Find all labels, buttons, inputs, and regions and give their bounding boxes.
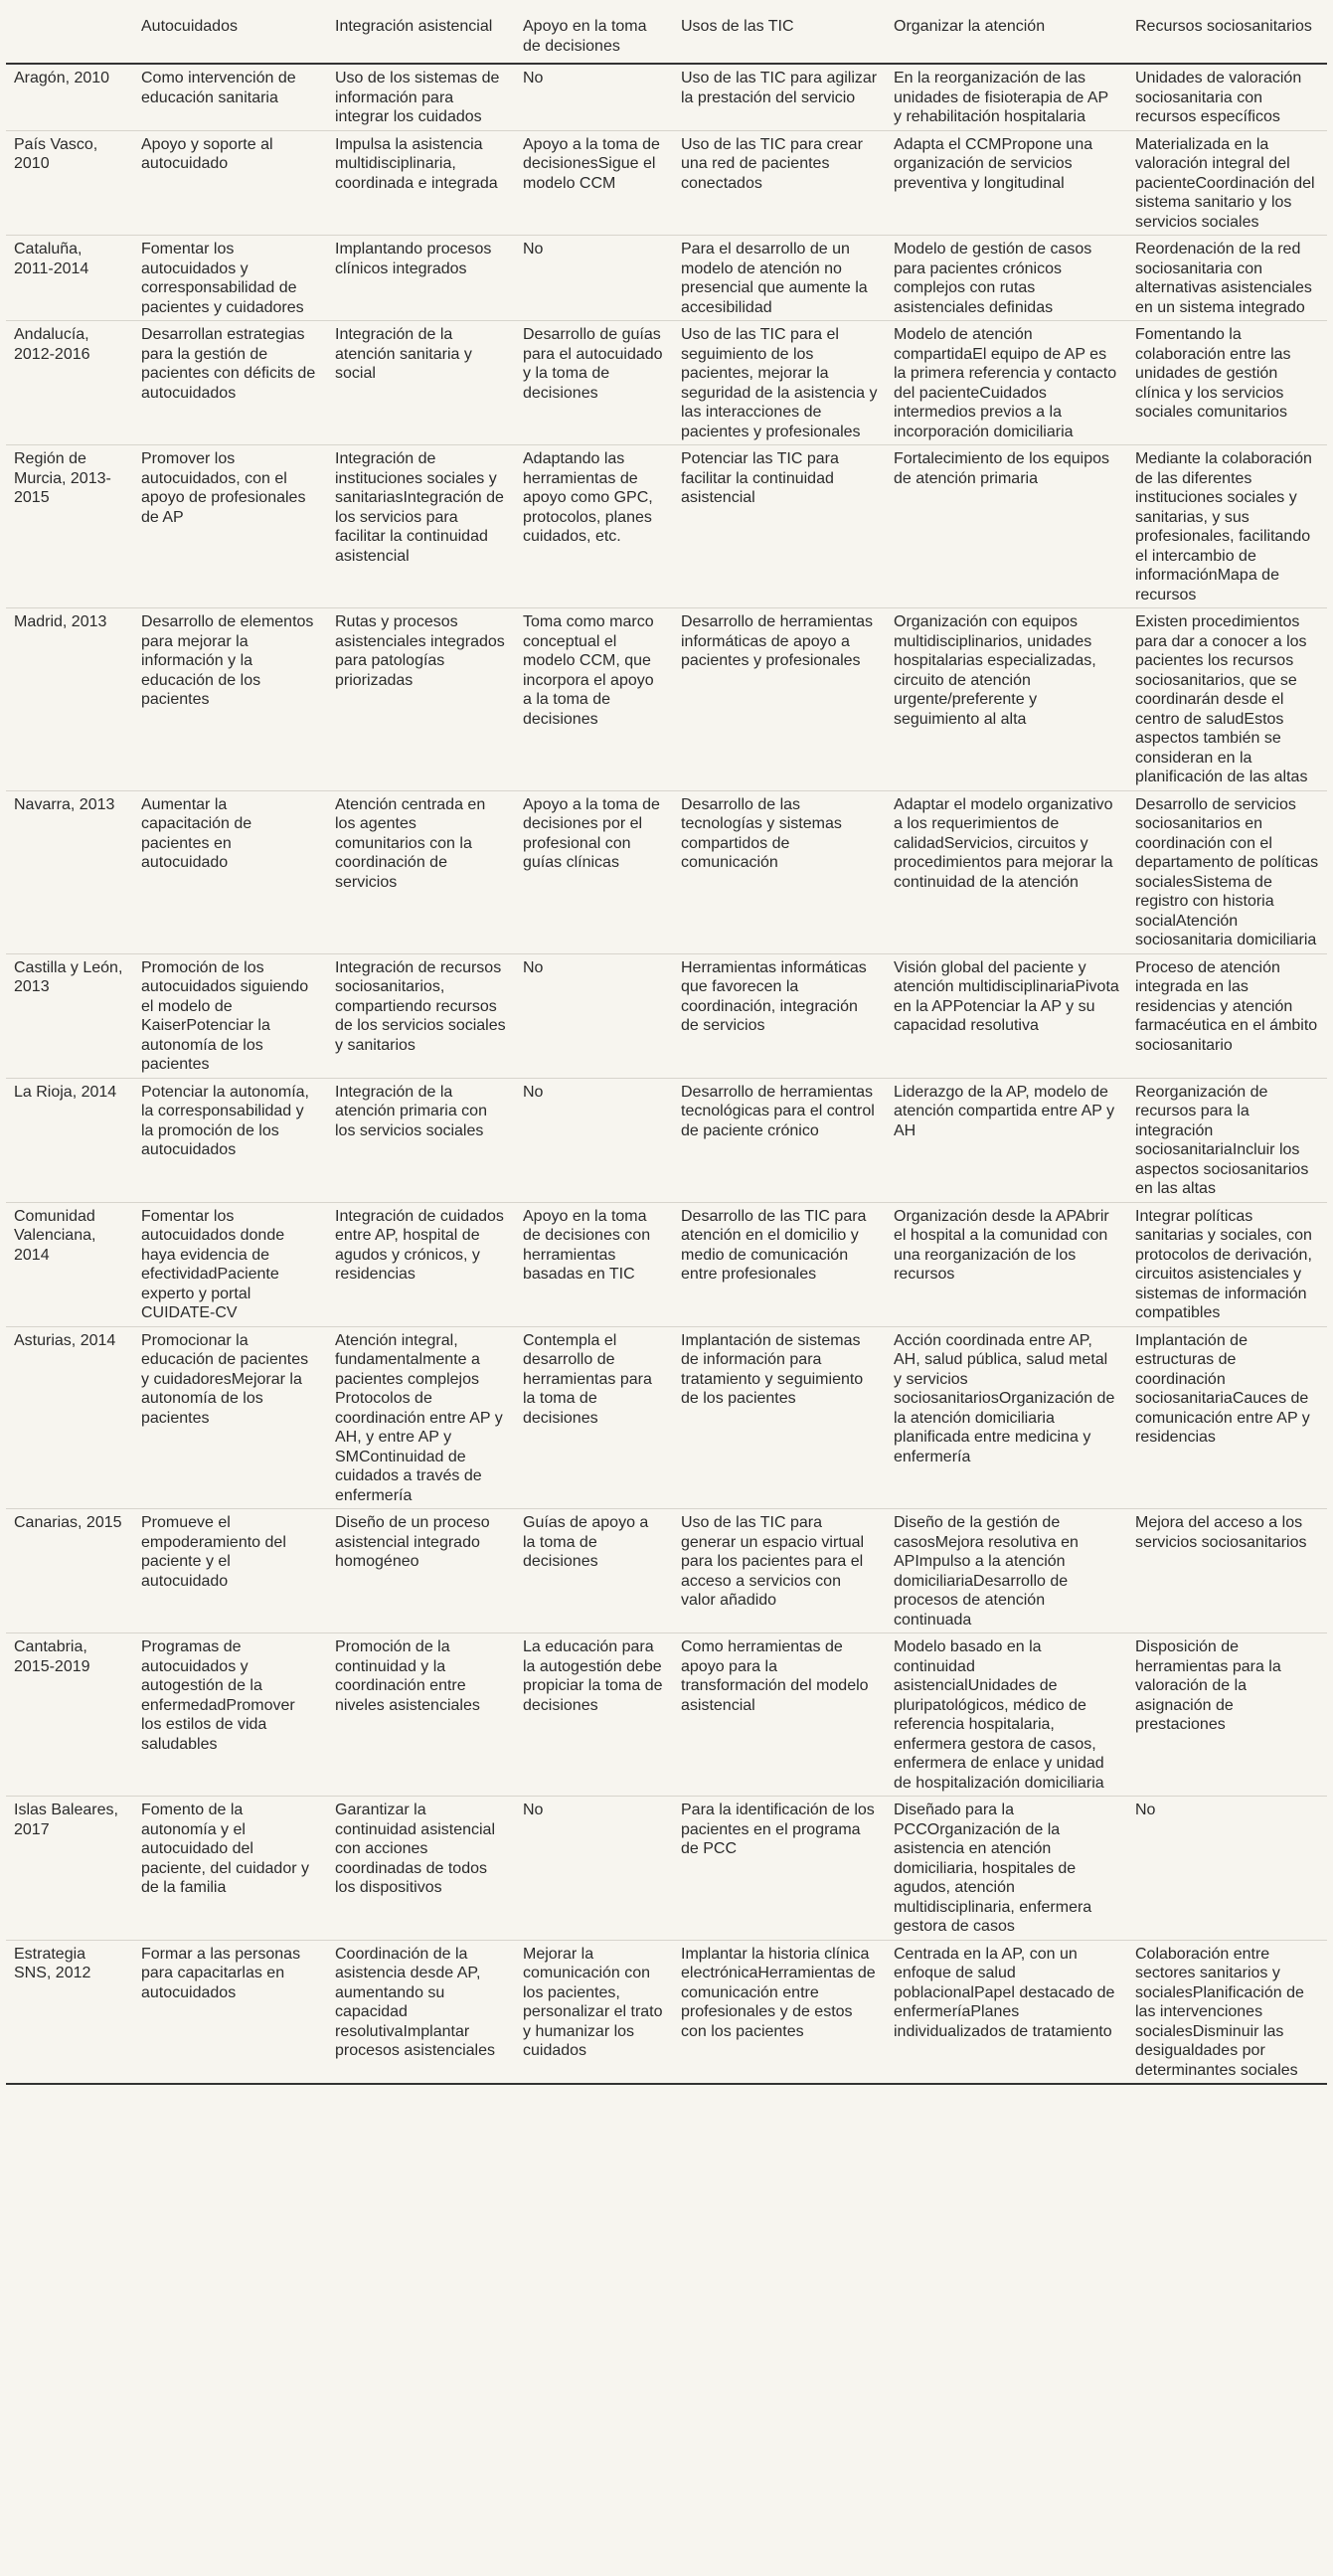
recursos-cell: Colaboración entre sectores sanitarios y socialesPlanificación de las intervenciones socialesDisminuir las desigualdades por determinantes sociales [1127, 1940, 1327, 2084]
region-cell: Cantabria, 2015-2019 [6, 1633, 133, 1797]
region-cell: Andalucía, 2012-2016 [6, 321, 133, 445]
recursos-cell: Fomentando la colaboración entre las unidades de gestión clínica y los servicios sociales comunitarios [1127, 321, 1327, 445]
decisiones-cell: Apoyo a la toma de decisiones por el profesional con guías clínicas [515, 790, 673, 953]
autocuidados-cell: Desarrollo de elementos para mejorar la información y la educación de los pacientes [133, 608, 327, 791]
decisiones-cell: Guías de apoyo a la toma de decisiones [515, 1509, 673, 1633]
table-row [6, 321, 1327, 445]
organizar-cell: Adapta el CCMPropone una organización de servicios preventiva y longitudinal [886, 130, 1127, 236]
tic-cell: Implantar la historia clínica electrónicaHerramientas de comunicación entre profesionales y de estos con los pacientes [673, 1940, 886, 2084]
table-row [6, 790, 1327, 953]
tic-cell: Como herramientas de apoyo para la transformación del modelo asistencial [673, 1633, 886, 1797]
table-row [6, 64, 1327, 130]
region-cell: País Vasco, 2010 [6, 130, 133, 236]
integracion-cell: Diseño de un proceso asistencial integrado homogéneo [327, 1509, 515, 1633]
table-row [6, 953, 1327, 1078]
autocuidados-cell: Promover los autocuidados, con el apoyo de profesionales de AP [133, 445, 327, 608]
autocuidados-cell: Aumentar la capacitación de pacientes en autocuidado [133, 790, 327, 953]
recursos-cell: Mediante la colaboración de las diferentes instituciones sociales y sanitarias, y sus profesionales, facilitando el intercambio de informaciónMapa de recursos [1127, 445, 1327, 608]
table-row [6, 1202, 1327, 1326]
organizar-column-header: Organizar la atención [886, 8, 1127, 64]
organizar-cell: Modelo de gestión de casos para pacientes crónicos complejos con rutas asistenciales definidas [886, 236, 1127, 321]
tic-cell: Uso de las TIC para el seguimiento de los pacientes, mejorar la seguridad de la asistencia y las interacciones de pacientes y profesionales [673, 321, 886, 445]
region-cell: Estrategia SNS, 2012 [6, 1940, 133, 2084]
organizar-cell: Visión global del paciente y atención multidisciplinariaPivota en la APPotenciar la AP y su capacidad resolutiva [886, 953, 1127, 1078]
tic-cell: Desarrollo de las tecnologías y sistemas compartidos de comunicación [673, 790, 886, 953]
recursos-cell: Reordenación de la red sociosanitaria con alternativas asistenciales en un sistema integrado [1127, 236, 1327, 321]
recursos-cell: Integrar políticas sanitarias y sociales, con protocolos de derivación, circuitos asistenciales y sistemas de información compatibles [1127, 1202, 1327, 1326]
decisiones-cell: No [523, 70, 544, 86]
integracion-cell: Garantizar la continuidad asistencial con acciones coordinadas de todos los dispositivos [327, 1797, 515, 1941]
autocuidados-cell: Programas de autocuidados y autogestión de la enfermedadPromover los estilos de vida saludables [133, 1633, 327, 1797]
tic-cell: Desarrollo de las TIC para atención en el domicilio y medio de comunicación entre profesionales [673, 1202, 886, 1326]
table-row [6, 445, 1327, 608]
region-cell: Castilla y León, 2013 [6, 953, 133, 1078]
integracion-cell: Atención centrada en los agentes comunitarios con la coordinación de servicios [327, 790, 515, 953]
organizar-cell: Liderazgo de la AP, modelo de atención compartida entre AP y AH [886, 1078, 1127, 1202]
integracion-column-header: Integración asistencial [327, 8, 515, 64]
integracion-cell: Implantando procesos clínicos integrados [327, 236, 515, 321]
integracion-cell: Integración de la atención sanitaria y social [327, 321, 515, 445]
table-row [6, 1326, 1327, 1509]
organizar-cell: Modelo de atención compartidaEl equipo de AP es la primera referencia y contacto del pacienteCuidados intermedios previos a la incorporación domiciliaria [886, 321, 1127, 445]
organizar-cell: Adaptar el modelo organizativo a los requerimientos de calidadServicios, circuitos y procedimientos para mejorar la continuidad de la atención [886, 790, 1127, 953]
autocuidados-cell: Fomento de la autonomía y el autocuidado del paciente, del cuidador y de la familia [133, 1797, 327, 1941]
autocuidados-cell: Potenciar la autonomía, la corresponsabilidad y la promoción de los autocuidados [133, 1078, 327, 1202]
table-row [6, 1078, 1327, 1202]
organizar-cell: Modelo basado en la continuidad asistencialUnidades de pluripatológicos, médico de referencia hospitalaria, enfermera gestora de casos, enfermera de enlace y unidad de hospitalización domiciliaria [886, 1633, 1127, 1797]
organizar-cell: Acción coordinada entre AP, AH, salud pública, salud metal y servicios sociosanitariosOrganización de la atención domiciliaria planificada entre medicina y enfermería [886, 1326, 1127, 1509]
tic-column-header: Usos de las TIC [673, 8, 886, 64]
autocuidados-cell: Formar a las personas para capacitarlas en autocuidados [133, 1940, 327, 2084]
decisiones-cell: No [515, 1078, 673, 1202]
region-cell: Región de Murcia, 2013-2015 [6, 445, 133, 608]
recursos-cell: Existen procedimientos para dar a conocer a los pacientes los recursos sociosanitarios, que se coordinarán desde el centro de saludEstos aspectos también se consideran en la planificación de las altas [1127, 608, 1327, 791]
decisiones-cell: No [515, 1797, 673, 1941]
decisiones-cell: Toma como marco conceptual el modelo CCM, que incorpora el apoyo a la toma de decisiones [515, 608, 673, 791]
organizar-cell: Organización con equipos multidisciplinarios, unidades hospitalarias especializadas, circuito de atención urgente/preferente y seguimiento al alta [886, 608, 1127, 791]
integracion-cell: Integración de recursos sociosanitarios, compartiendo recursos de los servicios sociales y sanitarios [327, 953, 515, 1078]
table-row [6, 130, 1327, 236]
autocuidados-cell: Promocionar la educación de pacientes y cuidadoresMejorar la autonomía de los pacientes [133, 1326, 327, 1509]
integracion-cell: Coordinación de la asistencia desde AP, aumentando su capacidad resolutivaImplantar procesos asistenciales [327, 1940, 515, 2084]
decisiones-cell: No [515, 953, 673, 1078]
integracion-cell: Rutas y procesos asistenciales integrados para patologías priorizadas [327, 608, 515, 791]
tic-cell: Uso de las TIC para generar un espacio virtual para los pacientes para el acceso a servicios con valor añadido [673, 1509, 886, 1633]
decisiones-cell: Mejorar la comunicación con los pacientes, personalizar el trato y humanizar los cuidados [515, 1940, 673, 2084]
autocuidados-cell: Promoción de los autocuidados siguiendo el modelo de KaiserPotenciar la autonomía de los pacientes [133, 953, 327, 1078]
recursos-cell: Reorganización de recursos para la integración sociosanitariaIncluir los aspectos sociosanitarios en las altas [1127, 1078, 1327, 1202]
decisiones-cell: Contempla el desarrollo de herramientas para la toma de decisiones [515, 1326, 673, 1509]
recursos-cell: Disposición de herramientas para la valoración de la asignación de prestaciones [1127, 1633, 1327, 1797]
recursos-cell: Materializada en la valoración integral del pacienteCoordinación del sistema sanitario y los servicios sociales [1127, 130, 1327, 236]
autocuidados-cell: Como intervención de educación sanitaria [141, 70, 296, 106]
region-cell: Cataluña, 2011-2014 [6, 236, 133, 321]
table-row [6, 1633, 1327, 1797]
integracion-cell: Uso de los sistemas de información para integrar los cuidados [335, 70, 500, 125]
strategy-comparison-table [6, 8, 1327, 2085]
integracion-cell: Integración de cuidados entre AP, hospital de agudos y crónicos, y residencias [327, 1202, 515, 1326]
table-row [6, 1797, 1327, 1941]
table-row [6, 1509, 1327, 1633]
integracion-cell: Atención integral, fundamentalmente a pacientes complejos Protocolos de coordinación entre AP y AH, y entre AP y SMContinuidad de cuidados a través de enfermería [327, 1326, 515, 1509]
table-header [6, 8, 1327, 64]
integracion-cell: Integración de la atención primaria con los servicios sociales [327, 1078, 515, 1202]
autocuidados-column-header: Autocuidados [133, 8, 327, 64]
decisiones-cell: Apoyo a la toma de decisionesSigue el modelo CCM [515, 130, 673, 236]
region-cell: Comunidad Valenciana, 2014 [6, 1202, 133, 1326]
region-cell: Navarra, 2013 [6, 790, 133, 953]
decisiones-cell: No [515, 236, 673, 321]
decisiones-column-header: Apoyo en la toma de decisiones [515, 8, 673, 64]
region-column-header [6, 8, 133, 64]
organizar-cell: Fortalecimiento de los equipos de atención primaria [886, 445, 1127, 608]
autocuidados-cell: Fomentar los autocuidados y corresponsabilidad de pacientes y cuidadores [133, 236, 327, 321]
table-row [6, 608, 1327, 791]
autocuidados-cell: Fomentar los autocuidados donde haya evidencia de efectividadPaciente experto y portal CUIDATE-CV [133, 1202, 327, 1326]
organizar-cell: Organización desde la APAbrir el hospital a la comunidad con una reorganización de los recursos [886, 1202, 1127, 1326]
integracion-cell: Promoción de la continuidad y la coordinación entre niveles asistenciales [327, 1633, 515, 1797]
organizar-cell: En la reorganización de las unidades de fisioterapia de AP y rehabilitación hospitalaria [894, 70, 1108, 125]
table-row [6, 236, 1327, 321]
region-cell: Aragón, 2010 [14, 70, 110, 86]
organizar-cell: Centrada en la AP, con un enfoque de salud poblacionalPapel destacado de enfermeríaPlanes individualizados de tratamiento [886, 1940, 1127, 2084]
autocuidados-cell: Desarrollan estrategias para la gestión de pacientes con déficits de autocuidados [133, 321, 327, 445]
organizar-cell: Diseñado para la PCCOrganización de la asistencia en atención domiciliaria, hospitales de agudos, atención multidisciplinaria, enfermera gestora de casos [886, 1797, 1127, 1941]
recursos-cell: Unidades de valoración sociosanitaria con recursos específicos [1135, 70, 1302, 125]
tic-cell: Para el desarrollo de un modelo de atención no presencial que aumente la accesibilidad [673, 236, 886, 321]
tic-cell: Potenciar las TIC para facilitar la continuidad asistencial [673, 445, 886, 608]
tic-cell: Herramientas informáticas que favorecen la coordinación, integración de servicios [673, 953, 886, 1078]
decisiones-cell: Desarrollo de guías para el autocuidado y la toma de decisiones [515, 321, 673, 445]
integracion-cell: Integración de instituciones sociales y sanitariasIntegración de los servicios para facilitar la continuidad asistencial [327, 445, 515, 608]
region-cell: Canarias, 2015 [6, 1509, 133, 1633]
tic-cell: Desarrollo de herramientas informáticas de apoyo a pacientes y profesionales [673, 608, 886, 791]
table-row [6, 1940, 1327, 2084]
table-body [6, 64, 1327, 2084]
decisiones-cell: Apoyo en la toma de decisiones con herramientas basadas en TIC [515, 1202, 673, 1326]
decisiones-cell: La educación para la autogestión debe propiciar la toma de decisiones [515, 1633, 673, 1797]
autocuidados-cell: Promueve el empoderamiento del paciente y el autocuidado [133, 1509, 327, 1633]
organizar-cell: Diseño de la gestión de casosMejora resolutiva en APImpulso a la atención domiciliariaDesarrollo de procesos de atención continuada [886, 1509, 1127, 1633]
region-cell: La Rioja, 2014 [6, 1078, 133, 1202]
region-cell: Asturias, 2014 [6, 1326, 133, 1509]
tic-cell: Para la identificación de los pacientes en el programa de PCC [673, 1797, 886, 1941]
tic-cell: Implantación de sistemas de información para tratamiento y seguimiento de los pacientes [673, 1326, 886, 1509]
recursos-cell: Implantación de estructuras de coordinación sociosanitariaCauces de comunicación entre AP y residencias [1127, 1326, 1327, 1509]
integracion-cell: Impulsa la asistencia multidisciplinaria, coordinada e integrada [327, 130, 515, 236]
recursos-cell: No [1127, 1797, 1327, 1941]
recursos-cell: Mejora del acceso a los servicios sociosanitarios [1127, 1509, 1327, 1633]
tic-cell: Desarrollo de herramientas tecnológicas para el control de paciente crónico [673, 1078, 886, 1202]
recursos-column-header: Recursos sociosanitarios [1127, 8, 1327, 64]
autocuidados-cell: Apoyo y soporte al autocuidado [133, 130, 327, 236]
tic-cell: Uso de las TIC para agilizar la prestación del servicio [681, 70, 878, 106]
region-cell: Islas Baleares, 2017 [6, 1797, 133, 1941]
header-row [6, 8, 1327, 64]
tic-cell: Uso de las TIC para crear una red de pacientes conectados [673, 130, 886, 236]
region-cell: Madrid, 2013 [6, 608, 133, 791]
recursos-cell: Desarrollo de servicios sociosanitarios en coordinación con el departamento de políticas socialesSistema de registro con historia socialAtención sociosanitaria domiciliaria [1127, 790, 1327, 953]
recursos-cell: Proceso de atención integrada en las residencias y atención farmacéutica en el ámbito sociosanitario [1127, 953, 1327, 1078]
decisiones-cell: Adaptando las herramientas de apoyo como GPC, protocolos, planes cuidados, etc. [515, 445, 673, 608]
